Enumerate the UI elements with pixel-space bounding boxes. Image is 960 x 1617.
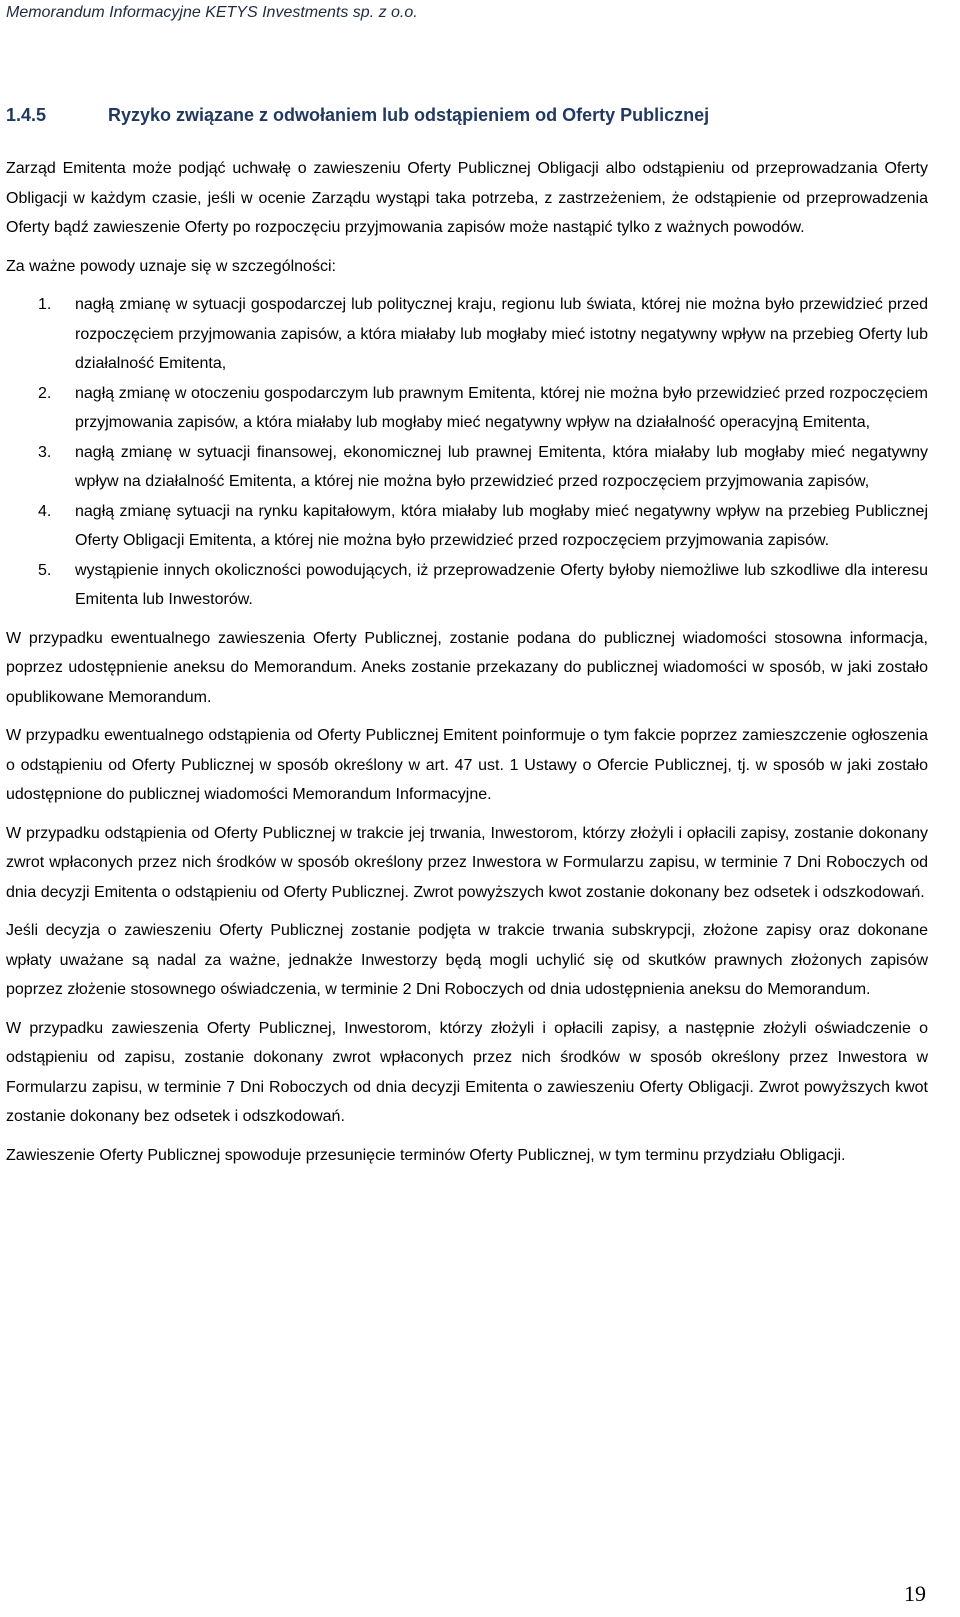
list-item-text: nagłą zmianę w sytuacji finansowej, ekonomicznej lub prawnej Emitenta, która miałaby lub mogłaby mieć negatywny wpływ na działalność Emitenta, a której nie można było przewidzieć przed rozpoczęciem przyjmowania zapisów, [75, 443, 928, 490]
suspension-decision-paragraph: Jeśli decyzja o zawieszeniu Oferty Publicznej zostanie podjęta w trakcie trwania subskrypcji, złożone zapisy oraz dokonane wpłaty uważane są nadal za ważne, jednakże Inwestorzy będą mogli uchylić się od skutków prawnych złożonych zapisów poprzez złożenie stosownego oświadczenia, w terminie 2 Dni Roboczych od dnia udostępnienia aneksu do Memorandum. [6, 922, 928, 998]
running-header: Memorandum Informacyjne KETYS Investments sp. z o.o. [6, 4, 418, 21]
list-item [6, 379, 928, 438]
list-item [6, 290, 928, 379]
reasons-list [6, 290, 928, 615]
suspension-refund-paragraph: W przypadku zawieszenia Oferty Publicznej, Inwestorom, którzy złożyli i opłacili zapisy, a następnie złożyli oświadczenie o odstąpieniu od zapisu, zostanie dokonany zwrot wpłaconych przez nich środków w sposób określony przez Inwestora w Formularzu zapisu, w terminie 7 Dni Roboczych od dnia decyzji Emitenta o zawieszeniu Oferty Obligacji. Zwrot powyższych kwot zostanie dokonany bez odsetek i odszkodowań. [6, 1019, 928, 1125]
section-heading [6, 105, 946, 126]
list-item [6, 497, 928, 556]
list-item-number: 1. [38, 296, 52, 313]
list-item-text: wystąpienie innych okoliczności powodujących, iż przeprowadzenie Oferty byłoby niemożliwe lub szkodliwe dla interesu Emitenta lub Inwestorów. [75, 561, 928, 608]
list-item-number: 2. [38, 384, 52, 402]
section-title-text: Ryzyko związane z odwołaniem lub odstąpieniem od Oferty Publicznej [108, 105, 710, 125]
list-item-text: nagłą zmianę w sytuacji gospodarczej lub politycznej kraju, regionu lub świata, której nie można było przewidzieć przed rozpoczęciem przyjmowania zapisów, a która miałaby lub mogłaby mieć istotny negatywny wpływ na przebieg Oferty lub działalność Emitenta, [75, 296, 928, 372]
list-item-number: 3. [38, 443, 52, 461]
body-content [6, 154, 928, 1179]
section-number: 1.4.5 [6, 105, 47, 125]
list-item-text: nagłą zmianę w otoczeniu gospodarczym lub prawnym Emitenta, której nie można było przewidzieć przed rozpoczęciem przyjmowania zapisów, a która miałaby lub mogłaby mieć negatywny wpływ na działalność operacyjną Emitenta, [75, 384, 928, 431]
schedule-shift-paragraph: Zawieszenie Oferty Publicznej spowoduje przesunięcie terminów Oferty Publicznej, w tym terminu przydziału Obligacji. [6, 1146, 846, 1164]
list-item [6, 556, 928, 615]
page-number: 19 [904, 1581, 926, 1606]
suspension-announcement-paragraph: W przypadku ewentualnego zawieszenia Oferty Publicznej, zostanie podana do publicznej wiadomości stosowna informacja, poprzez udostępnienie aneksu do Memorandum. Aneks zostanie przekazany do publicznej wiadomości w sposób, w jaki zostało opublikowane Memorandum. [6, 629, 928, 706]
list-item-number: 4. [38, 502, 52, 520]
list-item [6, 438, 928, 497]
list-item-number: 5. [38, 561, 52, 579]
intro-paragraph: Zarząd Emitenta może podjąć uchwałę o zawieszeniu Oferty Publicznej Obligacji albo odstąpieniu od przeprowadzania Oferty Obligacji w każdym czasie, jeśli w ocenie Zarządu wystąpi taka potrzeba, z zastrzeżeniem, że odstąpienie od przeprowadzenia Oferty bądź zawieszenie Oferty po rozpoczęciu przyjmowania zapisów może nastąpić tylko z ważnych powodów. [6, 160, 928, 236]
reasons-lead-in: Za ważne powody uznaje się w szczególności: [6, 257, 336, 275]
list-item-text: nagłą zmianę sytuacji na rynku kapitałowym, która miałaby lub mogłaby mieć negatywny wpływ na przebieg Publicznej Oferty Obligacji Emitenta, a której nie można było przewidzieć przed rozpoczęciem przyjmowania zapisów. [75, 502, 928, 549]
withdrawal-refund-paragraph: W przypadku odstąpienia od Oferty Publicznej w trakcie jej trwania, Inwestorom, którzy złożyli i opłacili zapisy, zostanie dokonany zwrot wpłaconych przez nich środków w sposób określony przez Inwestora w Formularzu zapisu, w terminie 7 Dni Roboczych od dnia decyzji Emitenta o odstąpieniu od Oferty Publicznej. Zwrot powyższych kwot zostanie dokonany bez odsetek i odszkodowań. [6, 824, 928, 901]
withdrawal-announcement-paragraph: W przypadku ewentualnego odstąpienia od Oferty Publicznej Emitent poinformuje o tym fakcie poprzez zamieszczenie ogłoszenia o odstąpieniu od Oferty Publicznej w sposób określony w art. 47 ust. 1 Ustawy o Ofercie Publicznej, tj. w sposób w jaki zostało udostępnione do publicznej wiadomości Memorandum Informacyjne. [6, 727, 928, 803]
